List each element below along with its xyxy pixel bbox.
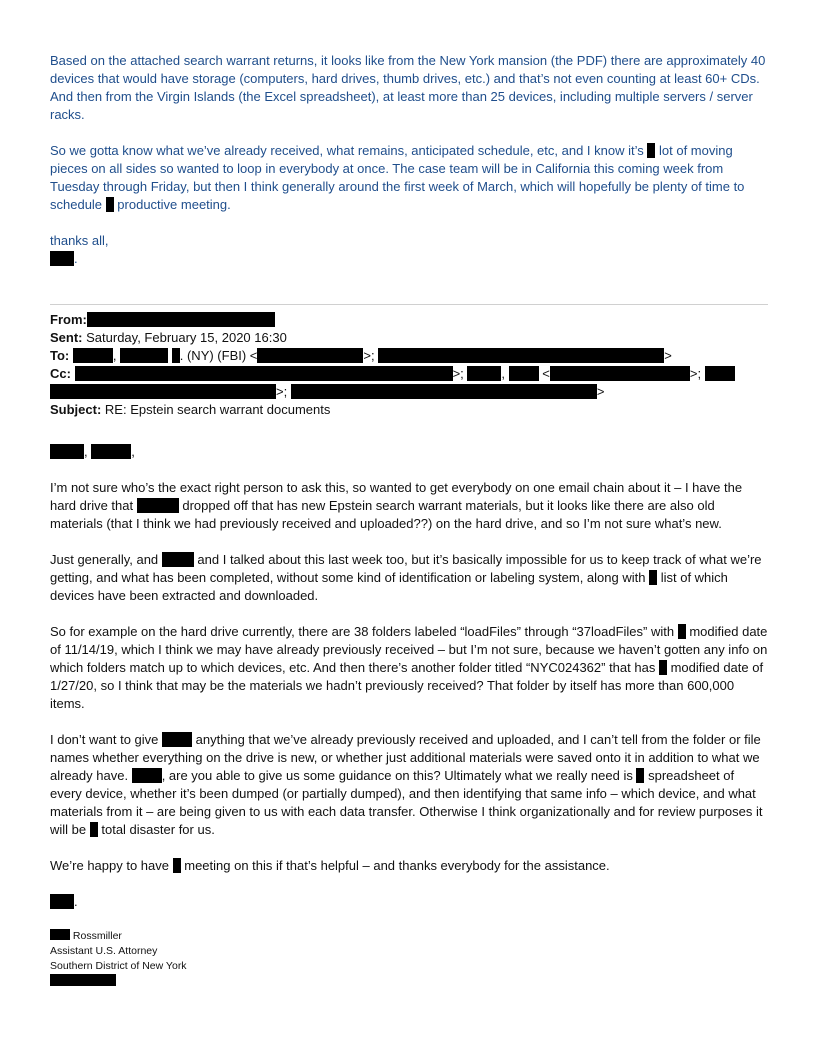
redaction-block	[87, 312, 275, 327]
body-paragraph-1: I’m not sure who’s the exact right person to ask this, so wanted to get everybody on one email chain about it – I have the hard drive that dropped off that has new Epstein search warrant materials, but it looks like there are also old materials (that I think we had previously received and uploaded??) on the hard drive, and so I’m not sure what’s new.	[50, 480, 743, 531]
reply-paragraph-2: So we gotta know what we’ve already received, what remains, anticipated schedule, etc, and I know it’s lot of moving pieces on all sides so wanted to loop in everybody at once. The case team will be in California this coming week from Tuesday through Friday, but then I think generally around the first week of March, which will hopefully be plenty of time to schedule productive meeting.	[50, 143, 745, 212]
redaction-block	[50, 929, 70, 940]
redaction-block	[50, 894, 74, 909]
from-line: From:	[50, 311, 768, 329]
reply-section	[50, 52, 768, 268]
reply-paragraph-1: Based on the attached search warrant returns, it looks like from the New York mansion (the PDF) there are approximately 40 devices that would have storage (computers, hard drives, thumb drives, etc.) and that’s not even counting at least 60+ CDs. And then from the Virgin Islands (the Excel spreadsheet), at least more than 25 devices, including multiple servers / server racks.	[50, 53, 766, 122]
reply-signoff: .	[50, 250, 768, 268]
email-body	[50, 443, 768, 911]
email-header	[50, 311, 768, 419]
redaction-block	[50, 974, 116, 986]
redaction-block	[75, 366, 453, 381]
body-paragraph-4: I don’t want to give anything that we’ve already previously received and uploaded, and I can’t tell from the folder or file names whether everything on the drive is new, or whether just additional materials were saved onto it in addition to what we already have. , are you able to give us some guidance on this? Ultimately what we really need is spreadsheet of every device, whether it’s been dumped (or partially dumped), and then identifying that same info – which device, and what materials from it – are being given to us with each data transfer. Otherwise I think organizationally and for review purposes it will be total disaster for us.	[50, 732, 763, 837]
redaction-block	[257, 348, 363, 363]
cc-line: Cc: >; , < >;	[50, 365, 768, 383]
redaction-block	[106, 197, 114, 212]
greeting: , ,	[50, 443, 768, 461]
redaction-block	[162, 552, 194, 567]
redaction-block	[120, 348, 168, 363]
divider	[50, 304, 768, 305]
body-paragraph-2: Just generally, and and I talked about this last week too, but it’s basically impossible for us to keep track of what we’re getting, and what has been completed, without some kind of identification or labeling system, along with list of which devices have been extracted and downloaded.	[50, 552, 762, 603]
redaction-block	[467, 366, 501, 381]
redaction-block	[173, 858, 181, 873]
redaction-block	[162, 732, 192, 747]
cc-line-continued: >; >	[50, 383, 768, 401]
email-document	[50, 52, 768, 991]
redaction-block	[649, 570, 657, 585]
redaction-block	[659, 660, 667, 675]
redaction-block	[291, 384, 597, 399]
signature-name-line: Rossmiller	[50, 929, 768, 944]
subject-line: Subject: RE: Epstein search warrant documents	[50, 402, 331, 417]
redaction-block	[91, 444, 131, 459]
signature-block	[50, 929, 768, 991]
body-paragraph-3: So for example on the hard drive currently, there are 38 folders labeled “loadFiles” through “37loadFiles” with modified date of 11/14/19, which I think we may have already previously received – but I’m not sure, because we haven’t gotten any info on which folders match up to which devices, etc. And then there’s another folder titled “NYC024362” that has modified date of 1/27/20, so I think that may be the materials we hadn’t previously received? That folder by itself has more than 600,000 items.	[50, 624, 768, 711]
redaction-block	[132, 768, 162, 783]
body-signoff: .	[50, 893, 768, 911]
signature-office: Southern District of New York	[50, 960, 187, 972]
redaction-block	[90, 822, 98, 837]
signature-contact-line	[50, 974, 768, 991]
redaction-block	[50, 384, 276, 399]
redaction-block	[137, 498, 179, 513]
to-line: To: , . (NY) (FBI) < >; >	[50, 348, 672, 363]
signature-title: Assistant U.S. Attorney	[50, 945, 158, 957]
redaction-block	[50, 444, 84, 459]
redaction-block	[678, 624, 686, 639]
redaction-block	[378, 348, 664, 363]
redaction-block	[636, 768, 644, 783]
body-paragraph-5: We’re happy to have meeting on this if that’s helpful – and thanks everybody for the assistance.	[50, 858, 610, 873]
redaction-block	[550, 366, 690, 381]
redaction-block	[73, 348, 113, 363]
redaction-block	[172, 348, 180, 363]
reply-closing: thanks all,	[50, 233, 109, 248]
redaction-block	[647, 143, 655, 158]
redaction-block	[509, 366, 539, 381]
redaction-block	[705, 366, 735, 381]
redaction-block	[50, 251, 74, 266]
sent-line: Sent: Saturday, February 15, 2020 16:30	[50, 330, 287, 345]
